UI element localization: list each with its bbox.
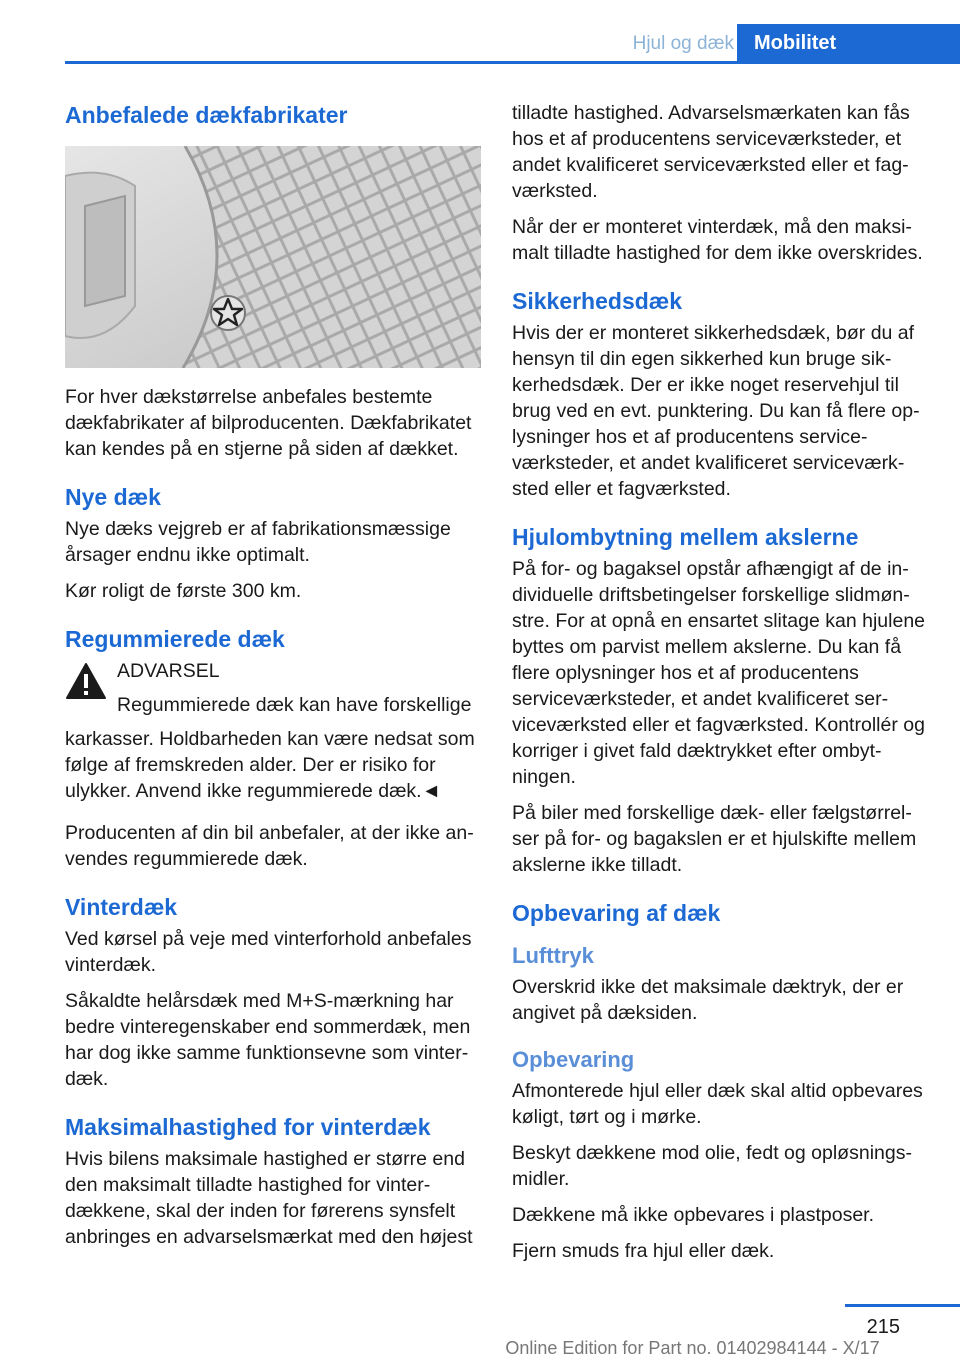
section-tire-storage xyxy=(512,898,928,928)
section-storage xyxy=(512,1046,928,1264)
paragraph: Nye dæks vejgreb er af fabrikationsmæssige årsager endnu ikke optimalt. xyxy=(65,518,451,566)
section-title: Sikkerhedsdæk xyxy=(512,288,683,314)
paragraph: Fjern smuds fra hjul eller dæk. xyxy=(512,1240,775,1262)
paragraph: Såkaldte helårsdæk med M+S-mærkning har bedre vinteregenskaber end sommerdæk, men har dog ikke samme funktionsevne som vinterdæk. xyxy=(65,990,471,1090)
section-tab: Hjul og dæk xyxy=(632,33,734,54)
paragraph: Beskyt dækkene mod olie, fedt og opløsningsmidler. xyxy=(512,1142,912,1190)
tire-illustration xyxy=(65,146,481,368)
paragraph: Ved kørsel på veje med vinterforhold anbefales vinterdæk. xyxy=(65,928,472,976)
section-title: Maksimalhastighed for vinterdæk xyxy=(65,1114,431,1140)
paragraph: På for- og bagaksel opstår afhængigt af de individuelle driftsbetingelser forskellige slidmønstre. For at opnå en ensartet slitage kan hjulene byttes om parvist mellem akslerne. Du kan få flere oplysninger hos et af producentens serviceværksteder, et andet kvalificeret serviceværksted eller et fagværksted. Kontrollér og korriger i givet fald dæktrykket efter ombytningen. xyxy=(512,558,926,788)
paragraph: På biler med forskellige dæk- eller fælgstørrelser på for- og bagakslen er et hjulskifte mellem akslerne ikke tilladt. xyxy=(512,802,917,876)
warning-triangle-icon xyxy=(65,662,107,700)
section-air-pressure xyxy=(512,942,928,1026)
header-rule xyxy=(65,61,960,64)
paragraph: Hvis bilens maksimale hastighed er større end den maksimalt tilladte hastighed for vinterdækkene, skal der inden for førerens synsfelt anbringes en advarselsmærkat med den højest xyxy=(65,1148,473,1248)
right-column xyxy=(512,100,928,1284)
section-winter-max-speed xyxy=(65,1112,481,1250)
page-header xyxy=(0,0,960,64)
page-number: 215 xyxy=(866,1316,900,1338)
chapter-tab: Mobilitet xyxy=(737,24,960,62)
warning-text: Regummierede dæk kan have forskellige xyxy=(117,694,472,716)
subsection-title: Opbevaring xyxy=(512,1047,635,1072)
warning-box xyxy=(65,658,481,804)
paragraph: Når der er monteret vinterdæk, må den maksimalt tilladte hastighed for dem ikke overskrides. xyxy=(512,216,923,264)
section-wheel-rotation xyxy=(512,522,928,878)
section-title: Opbevaring af dæk xyxy=(512,900,721,926)
footer-rule xyxy=(845,1304,960,1307)
section-continued xyxy=(512,100,928,266)
paragraph: Kør roligt de første 300 km. xyxy=(65,580,302,602)
subsection-title: Lufttryk xyxy=(512,943,594,968)
section-winter-tires xyxy=(65,892,481,1092)
section-title: Nye dæk xyxy=(65,484,161,510)
paragraph: Hvis der er monteret sikkerhedsdæk, bør du af hensyn til din egen sikkerhed kun bruge sikkerhedsdæk. Der er ikke noget reservehjul til brug ved en evt. punktering. Du kan få flere oplysninger hos et af producentens serviceværksteder, et andet kvalificeret serviceværksted eller et fagværksted. xyxy=(512,322,920,500)
paragraph: For hver dækstørrelse anbefales bestemte dækfabrikater af bilproducenten. Dækfabrikatet kan kendes på en stjerne på siden af dækket. xyxy=(65,386,472,460)
section-title: Hjulombytning mellem akslerne xyxy=(512,524,859,550)
warning-text-continued: karkasser. Holdbarheden kan være nedsat som følge af fremskreden alder. Der er risiko for ulykker. Anvend ikke regummierede dæk.◄ xyxy=(65,728,475,802)
section-title: Vinterdæk xyxy=(65,894,178,920)
tire-star-icon xyxy=(211,296,245,330)
warning-label: ADVARSEL xyxy=(117,660,220,682)
paragraph: Producenten af din bil anbefaler, at der ikke anvendes regummierede dæk. xyxy=(65,822,474,870)
section-recommended-brands xyxy=(65,100,481,462)
section-new-tires xyxy=(65,482,481,604)
paragraph: tilladte hastighed. Advarselsmærkaten kan fås hos et af producentens serviceværksteder, et andet kvalificeret serviceværksted eller et fagværksted. xyxy=(512,102,910,202)
left-column xyxy=(65,100,481,1270)
section-title: Regummierede dæk xyxy=(65,626,285,652)
paragraph: Dækkene må ikke opbevares i plastposer. xyxy=(512,1204,875,1226)
section-run-flat xyxy=(512,286,928,502)
paragraph: Afmonterede hjul eller dæk skal altid opbevares køligt, tørt og i mørke. xyxy=(512,1080,923,1128)
paragraph: Overskrid ikke det maksimale dæktryk, der er angivet på dæksiden. xyxy=(512,976,904,1024)
section-retreaded-tires xyxy=(65,624,481,872)
section-title: Anbefalede dækfabrikater xyxy=(65,102,348,128)
edition-footer: Online Edition for Part no. 01402984144 - X/17 xyxy=(505,1338,880,1358)
